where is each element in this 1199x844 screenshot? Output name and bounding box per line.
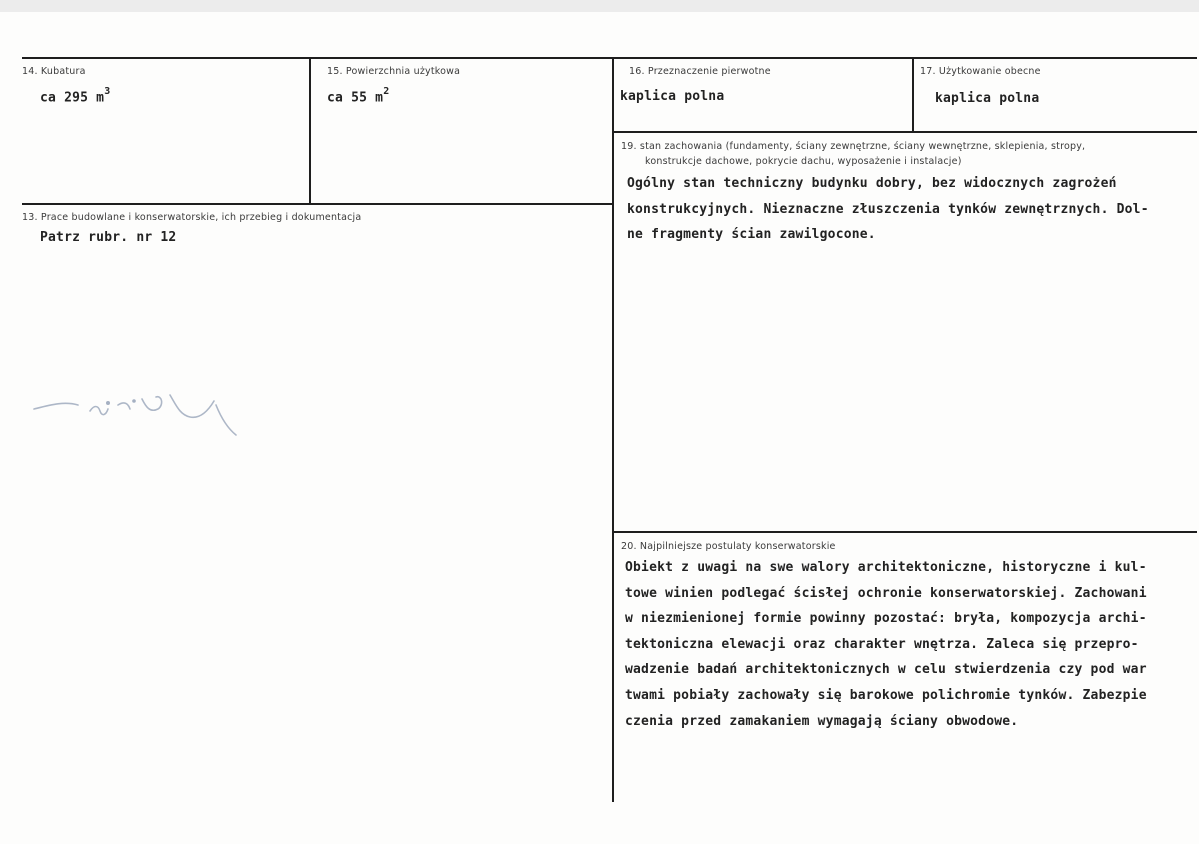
field-14-label: 14. Kubatura — [22, 66, 86, 77]
field-15-value — [327, 88, 389, 105]
field-19-label-line2: konstrukcje dachowe, pokrycie dachu, wyposażenie i instalacje) — [645, 156, 962, 167]
field-15-value-text: ca 55 m — [327, 90, 384, 106]
field-15-unit-exponent: 2 — [383, 86, 390, 97]
field-14-unit-exponent: 3 — [104, 86, 111, 97]
grid-line-v-center — [612, 58, 614, 802]
grid-line-under-14-15 — [22, 203, 612, 205]
field-20-line: tektoniczna elewacji oraz charakter wnętrza. Zaleca się przepro- — [625, 636, 1139, 652]
field-20-line: towe winien podlegać ścisłej ochronie konserwatorskiej. Zachowani — [625, 585, 1147, 601]
grid-line-top — [22, 57, 1197, 59]
field-20-line: czenia przed zamakaniem wymagają ściany obwodowe. — [625, 713, 1019, 729]
grid-line-above-20 — [612, 531, 1197, 533]
field-16-label: 16. Przeznaczenie pierwotne — [629, 66, 771, 77]
field-20-text — [625, 555, 1147, 734]
field-17-label: 17. Użytkowanie obecne — [920, 66, 1041, 77]
field-20-line: Obiekt z uwagi na swe walory architektoniczne, historyczne i kul- — [625, 560, 1147, 575]
field-13-label: 13. Prace budowlane i konserwatorskie, ich przebieg i dokumentacja — [22, 212, 362, 223]
grid-line-v-col3 — [912, 58, 914, 132]
field-13-value: Patrz rubr. nr 12 — [40, 230, 177, 245]
field-20-label: 20. Najpilniejsze postulaty konserwatorskie — [621, 541, 836, 552]
field-20-line: wadzenie badań architektonicznych w celu stwierdzenia czy pod war — [625, 662, 1147, 678]
field-19-text — [627, 171, 1149, 248]
field-19-line: ne fragmenty ścian zawilgocone. — [627, 227, 876, 243]
field-19-line: konstrukcyjnych. Nieznaczne złuszczenia tynków zewnętrznych. Dol- — [627, 201, 1149, 217]
field-14-value-text: ca 295 m — [40, 90, 105, 106]
field-20-line: twami pobiały zachowały się barokowe polichromie tynków. Zabezpie — [625, 687, 1147, 703]
field-19-line: Ogólny stan techniczny budynku dobry, bez widocznych zagrożeń — [627, 176, 1117, 191]
field-20-line: w niezmienionej formie powinny pozostać: bryła, kompozycja archi- — [625, 611, 1147, 627]
grid-line-under-17 — [612, 131, 1197, 133]
faint-signature — [30, 365, 250, 455]
grid-line-v-col1 — [309, 58, 311, 204]
field-14-value — [40, 88, 110, 105]
scan-top-band — [0, 0, 1199, 12]
field-19-label-line1: 19. stan zachowania (fundamenty, ściany zewnętrzne, ściany wewnętrzne, sklepienia, stropy, — [621, 141, 1086, 152]
field-15-label: 15. Powierzchnia użytkowa — [327, 66, 461, 77]
field-17-value: kaplica polna — [935, 91, 1040, 106]
field-16-value: kaplica polna — [620, 89, 725, 104]
